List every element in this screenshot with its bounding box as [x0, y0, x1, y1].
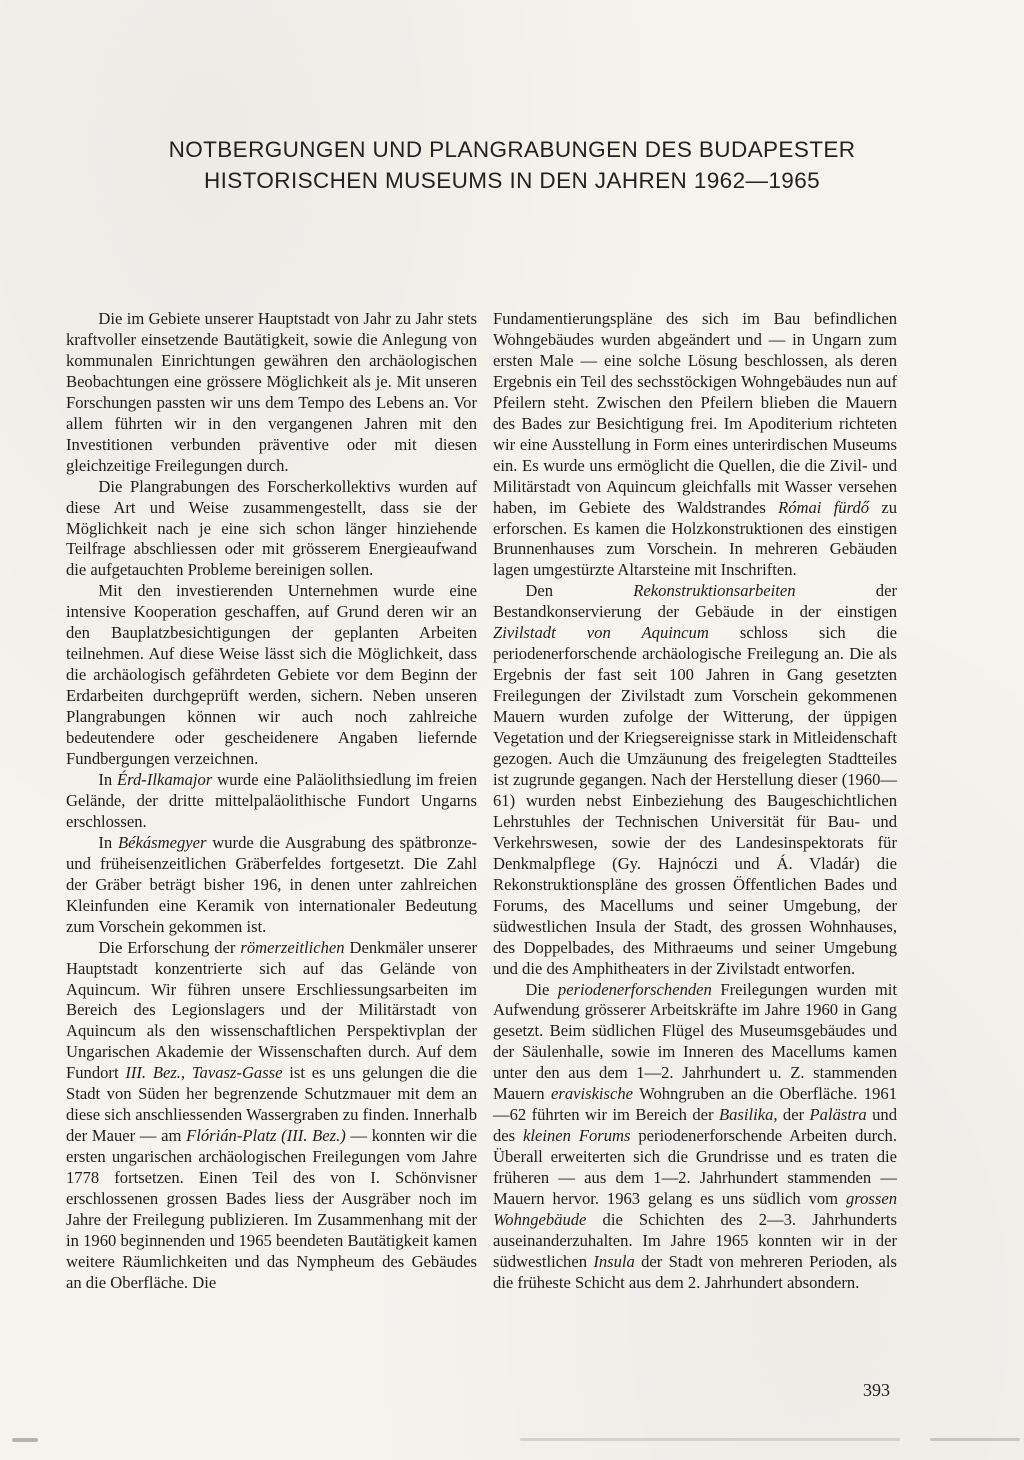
paragraph: In Érd-Ilkamajor wurde eine Paläolithsiedlung im freien Gelände, der dritte mittelpaläolithische Fundort Ungarns erschlossen. [66, 769, 477, 831]
article-title [100, 134, 924, 196]
place-name: Érd-Ilkamajor [117, 769, 213, 789]
scan-artifact [930, 1438, 1020, 1441]
place-name: grossen Wohngebäude [493, 1189, 897, 1229]
emphasis: eraviskische [551, 1084, 634, 1104]
page-number: 393 [863, 1380, 890, 1400]
place-name: Békásmegyer [118, 832, 207, 852]
place-name: III. Bez., Tavasz-Gasse [125, 1063, 283, 1083]
paragraph: Die Plangrabungen des Forscherkollektivs wurden auf diese Art und Weise zusammengestellt, dass sie der Möglichkeit nach je eine sich schon länger hinziehende Teilfrage abschliessen oder mit grösserem Energieaufwand die aufgetauchten Probleme bereinigen sollen. [66, 476, 477, 580]
article-title-line-2: HISTORISCHEN MUSEUMS IN DEN JAHREN 1962—1965 [203, 168, 821, 193]
paragraph: Die im Gebiete unserer Hauptstadt von Jahr zu Jahr stets kraftvoller einsetzende Bautätigkeit, sowie die Anlegung von kommunalen Einrichtungen gewähren den archäologischen Beobachtungen eine grössere Möglichkeit als je. Mit unseren Forschungen passten wir uns dem Tempo des Lebens an. Vor allem führten wir in den vergangenen Jahren mit den Investitionen verbunden präventive oder mit diesen gleichzeitige Freilegungen durch. [66, 309, 477, 475]
emphasis: periodenerforschenden [557, 979, 712, 999]
place-name: Flórián-Platz (III. Bez.) [186, 1126, 346, 1146]
emphasis: römerzeitlichen [240, 937, 345, 957]
place-name: Basilika [718, 1105, 774, 1125]
paragraph: Die periodenerforschenden Freilegungen wurden mit Aufwendung grösserer Arbeitskräfte im Jahre 1960 in Gang gesetzt. Beim südlichen Flügel des Museumsgebäudes und der Säulenhalle, sowie im Inneren des Macellums kamen unter den aus dem 1—2. Jahrhundert u. Z. stammenden Mauern eraviskische Wohngruben an die Oberfläche. 1961—62 führten wir im Bereich der Basilika, der Palästra und des kleinen Forums periodenerforschende Arbeiten durch. Überall erweiterten sich die Grundrisse und es traten die früheren — aus dem 1—2. Jahrhundert stammenden — Mauern hervor. 1963 gelang es uns südlich vom grossen Wohngebäude die Schichten des 2—3. Jahrhunderts auseinanderzuhalten. Im Jahre 1965 konnten wir in der südwestlichen Insula der Stadt von mehreren Perioden, als die früheste Schicht aus dem 2. Jahrhundert absondern. [493, 979, 898, 1292]
paragraph: Die Erforschung der römerzeitlichen Denkmäler unserer Hauptstadt konzentrierte sich auf das Gelände von Aquincum. Wir führen unsere Erschliessungsarbeiten im Bereich des Legionslagers und der Militärstadt von Aquincum als den wissenschaftlichen Perspektivplan der Ungarischen Akademie der Wissenschaften durch. Auf dem Fundort III. Bez., Tavasz-Gasse ist es uns gelungen die die Stadt von Süden her begrenzende Schutzmauer mit dem an diese sich anschliessenden Wassergraben zu finden. Innerhalb der Mauer — am Flórián-Platz (III. Bez.) — konnten wir die ersten ungarischen archäologischen Freilegungen vom Jahre 1778 fortsetzen. Einen Teil des von I. Schönvisner erschlossenen grossen Bades liess der Ausgräber noch im Jahre der Freilegung publizieren. Im Zusammenhang mit der in 1960 beginnenden und 1965 beendeten Bautätigkeit kamen weitere Räumlichkeiten und das Nympheum des Gebäudes an die Oberfläche. Die [66, 937, 478, 1292]
place-name: Zivilstadt von Aquincum [493, 623, 709, 643]
paragraph: Mit den investierenden Unternehmen wurde eine intensive Kooperation geschaffen, auf Grund deren wir an den Bauplatzbesichtigungen der geplanten Arbeiten teilnehmen. Auf diese Weise lässt sich die Möglichkeit, dass die archäologisch gefährdeten Gebiete vor dem Beginn der Erdarbeiten durchgeprüft werden, sichern. Neben unseren Plangrabungen können wir auch noch zahlreiche bedeutendere oder gescheidenere Angaben liefernde Fundbergungen verzeichnen. [66, 581, 477, 769]
right-text-column [493, 309, 897, 1294]
scan-artifact [12, 1438, 38, 1442]
paragraph: In Békásmegyer wurde die Ausgrabung des spätbronze- und früheisenzeitlichen Gräberfeldes fortgesetzt. Die Zahl der Gräber beträgt bisher 196, in denen unter zahlreichen Kleinfunden eine Keramik von internationaler Bedeutung zum Vorschein gekommen ist. [66, 832, 477, 936]
paragraph: Den Rekonstruktionsarbeiten der Bestandkonservierung der Gebäude in der einstigen Zivilstadt von Aquincum schloss sich die periodenerforschende archäologische Freilegung an. Die als Ergebnis der fast seit 100 Jahren in Gang gesetzten Freilegungen der Zivilstadt zum Vorschein gekommenen Mauern wurden zufolge der Witterung, der üppigen Vegetation und der Kriegsereignisse stark in Mitleidenschaft gezogen. Auch die Umzäunung des freigelegten Stadtteiles ist zugrunde gegangen. Nach der Herstellung dieser (1960—61) wurden nebst Einbeziehung des Baugeschichtlichen Lehrstuhles der Technischen Universität für Bau- und Verkehrswesen, sowie der des Landesinspektorats für Denkmalpflege (Gy. Hajnóczi und Á. Vladár) die Rekonstruktionspläne des grossen Öffentlichen Bades und Forums, des Macellums und seiner Umgebung, der südwestlichen Insula der Stadt, des grossen Wohnhauses, des Doppelbades, des Mithraeums und seiner Umgebung und die des Amphitheaters in der Zivilstadt entworfen. [493, 581, 898, 978]
place-name: Római fürdő [778, 497, 870, 517]
place-name: Palästra [809, 1105, 867, 1125]
left-text-column [66, 309, 477, 1294]
emphasis: Rekonstruktionsarbeiten [633, 581, 796, 601]
paragraph-continued: Fundamentierungspläne des sich im Bau befindlichen Wohngebäudes wurden abgeändert und — in Ungarn zum ersten Male — eine solche Lösung beschlossen, als deren Ergebnis ein Teil des sechsstöckigen Wohngebäudes nun auf Pfeilern steht. Zwischen den Pfeilern blieben die Mauern des Bades zur Besichtigung frei. Im Apoditerium richteten wir eine Ausstellung in Form eines unterirdischen Museums ein. Es wurde uns ermöglicht die Quellen, die die Zivil- und Militärstadt von Aquincum gleichfalls mit Wasser versehen haben, im Gebiete des Waldstrandes Római fürdő zu erforschen. Es kamen die Holzkonstruktionen des einstigen Brunnenhauses zum Vorschein. In mehreren Gebäuden lagen umgestürzte Altarsteine mit Inschriften. [493, 309, 897, 580]
scan-artifact [520, 1438, 900, 1441]
place-name: Insula [593, 1251, 635, 1271]
place-name: kleinen Forums [523, 1126, 631, 1146]
article-title-line-1: NOTBERGUNGEN UND PLANGRABUNGEN DES BUDAPESTER [168, 137, 856, 162]
